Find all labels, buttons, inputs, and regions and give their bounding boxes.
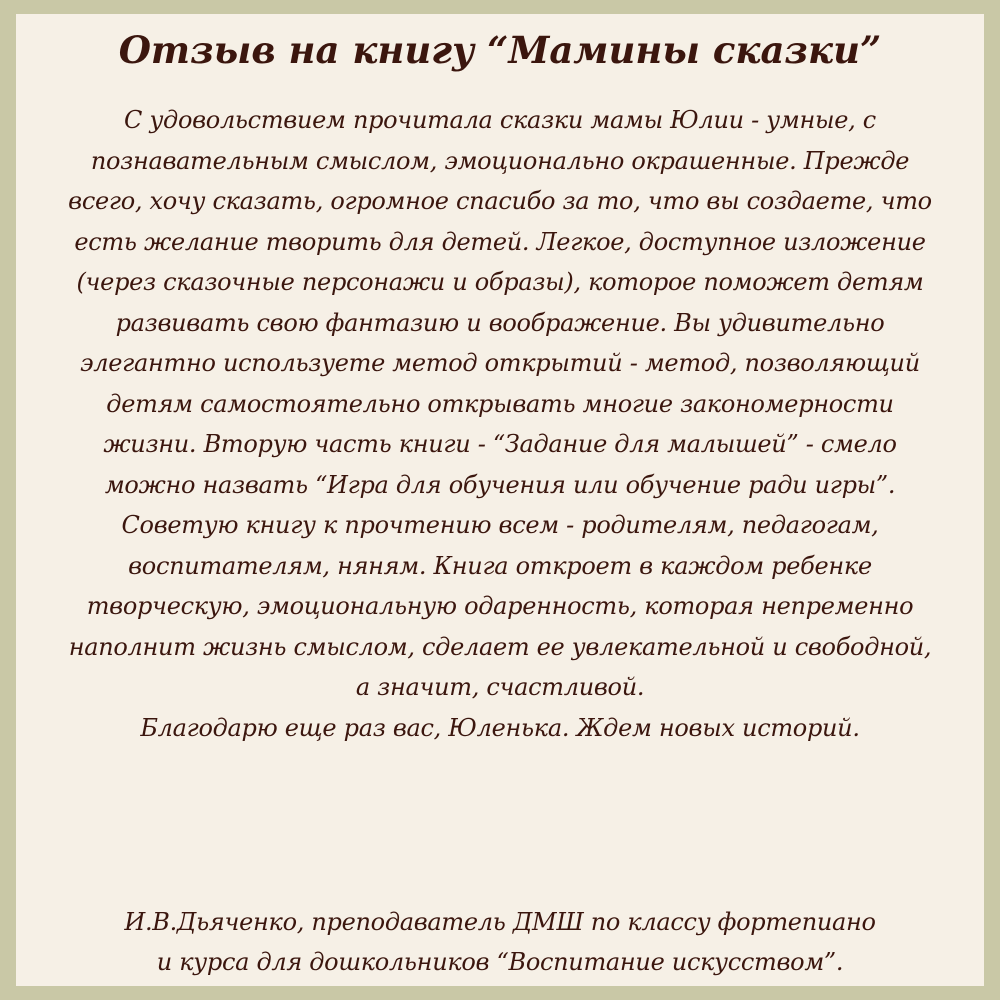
review-line: творческую, эмоциональную одаренность, которая непременно bbox=[86, 592, 914, 620]
signature-line: И.В.Дьяченко, преподаватель ДМШ по классу фортепиано bbox=[124, 908, 876, 936]
review-line: есть желание творить для детей. Легкое, доступное изложение bbox=[74, 227, 926, 256]
review-line: наполнит жизнь смыслом, сделает ее увлекательной и свободной, bbox=[68, 632, 932, 661]
review-line: С удовольствием прочитала сказки мамы Юлии - умные, с bbox=[124, 106, 876, 134]
review-card bbox=[16, 14, 984, 986]
review-line: развивать свою фантазию и воображение. Вы удивительно bbox=[115, 308, 885, 337]
review-line: познавательным смыслом, эмоционально окрашенные. Прежде bbox=[90, 146, 910, 175]
signature-line: и курса для дошкольников “Воспитание искусством”. bbox=[156, 948, 844, 976]
review-title: Отзыв на книгу “Мамины сказки” bbox=[118, 28, 882, 72]
review-line: элегантно используете метод открытий - метод, позволяющий bbox=[80, 349, 920, 377]
review-line: можно назвать “Игра для обучения или обучение ради игры”. bbox=[104, 470, 896, 499]
review-line: а значит, счастливой. bbox=[355, 673, 645, 701]
review-line: воспитателям, няням. Книга откроет в каждом ребенке bbox=[128, 551, 872, 580]
review-line: всего, хочу сказать, огромное спасибо за то, что вы создаете, что bbox=[68, 187, 932, 215]
review-line: детям самостоятельно открывать многие закономерности bbox=[106, 389, 894, 418]
review-line: жизни. Вторую часть книги - “Задание для малышей” - смело bbox=[103, 430, 897, 458]
signature bbox=[16, 902, 984, 982]
review-line: Советую книгу к прочтению всем - родителям, педагогам, bbox=[121, 511, 879, 539]
review-text bbox=[16, 100, 984, 748]
review-line: Благодарю еще раз вас, Юленька. Ждем новых историй. bbox=[140, 713, 860, 742]
review-line: (через сказочные персонажи и образы), которое поможет детям bbox=[76, 268, 924, 296]
